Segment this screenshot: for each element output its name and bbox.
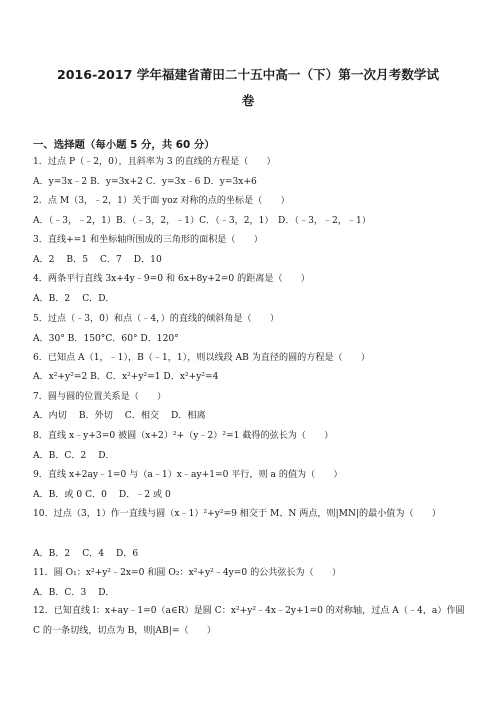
question-4-options: A．B．2 C．D． [33,294,115,304]
document-title-line1: 2016-2017 学年福建省莆田二十五中高一（下）第一次月考数学试 [57,67,439,82]
question-2-options: A．（﹣3，﹣2，1）B．（﹣3，2，﹣1）C．（﹣3，2，1） D．（﹣3，﹣2，﹣1） [33,216,371,226]
question-3-options: A．2 B．5 C．7 D．10 [33,255,162,265]
question-9: 9．直线 x+2ay﹣1=0 与（a﹣1）x﹣ay+1=0 平行，则 a 的值为（ ） [33,470,343,480]
question-5: 5．过点（﹣3，0）和点（﹣4，）的直线的倾斜角是（ ） [33,314,279,324]
question-2: 2．点 M（3，﹣2，1）关于面 yoz 对称的点的坐标是（ ） [33,196,290,206]
question-6: 6．已知点 A（1，﹣1），B（﹣1，1），则以线段 AB 为直径的圆的方程是（ ） [33,353,370,363]
question-11-options: A．B．C．3 D． [33,588,115,598]
section-heading: 一、选择题（每小题 5 分，共 60 分） [33,139,215,151]
question-11: 11．圆 O₁：x²+y²﹣2x=0 和圆 O₂：x²+y²﹣4y=0 的公共弦长为（ ） [33,568,342,578]
question-9-options: A．B．或 0 C．0 D．﹣2 或 0 [33,490,171,500]
question-8-options: A．B．C．2 D． [33,451,115,461]
question-10: 10．过点（3，1）作一直线与圆（x﹣1）²+y²=9 相交于 M、N 两点，则|MN|的最小值为（ ） [33,509,441,519]
question-6-options: A．x²+y²=2 B．C．x²+y²=1 D．x²+y²=4 [33,372,219,382]
document-title-line2: 卷 [241,93,255,108]
question-7: 7．圆与圆的位置关系是（ ） [33,392,167,402]
question-4: 4．两条平行直线 3x+4y﹣9=0 和 6x+8y+2=0 的距离是（ ） [33,274,310,284]
question-8: 8．直线 x﹣y+3=0 被圆（x+2）²+（y﹣2）²=1 截得的弦长为（ ） [33,431,334,441]
question-7-options: A．内切 B．外切 C．相交 D．相离 [33,411,206,421]
question-3: 3．直线+=1 和坐标轴所围成的三角形的面积是（ ） [33,235,263,245]
question-1-options: A．y=3x﹣2 B．y=3x+2 C．y=3x﹣6 D．y=3x+6 [33,177,257,187]
question-10-options: A．B．2 C．4 D．6 [33,549,139,559]
question-5-options: A．30° B．150°C．60° D．120° [33,334,179,344]
question-12: 12．已知直线 l：x+ay﹣1=0（a∈R）是圆 C：x²+y²﹣4x﹣2y+1=0 的对称轴，过点 A（﹣4，a）作圆 C 的一条切线，切点为 B，则|AB|=（ ） [33,606,465,636]
question-1: 1．过点 P（﹣2，0），且斜率为 3 的直线的方程是（ ） [33,157,276,167]
